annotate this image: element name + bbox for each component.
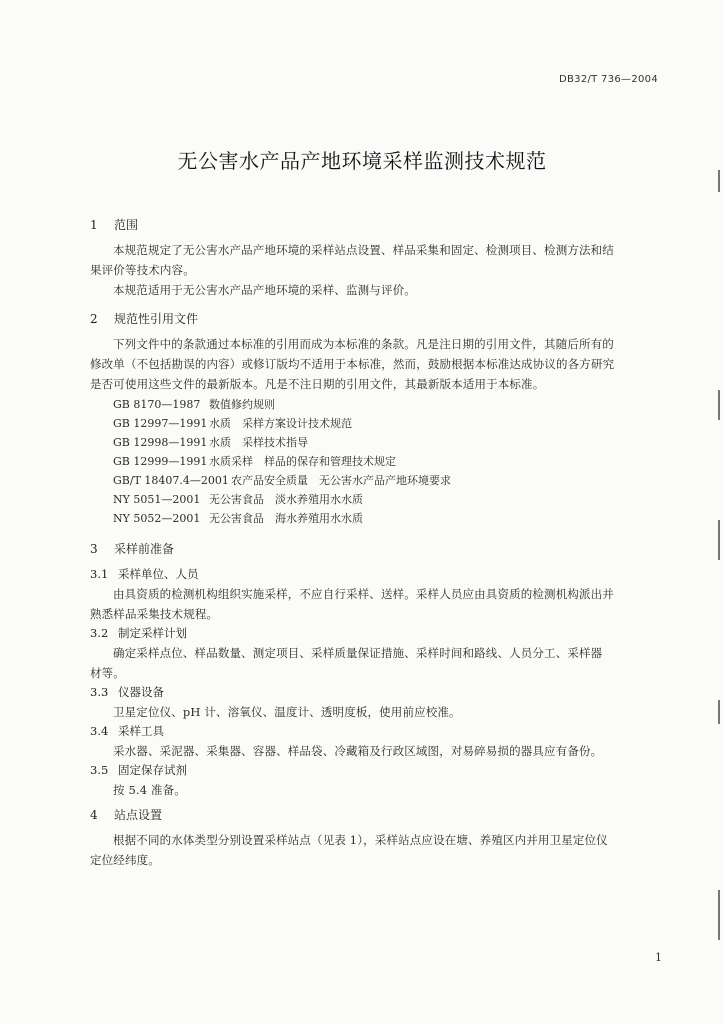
subsection-number: 3.5 (90, 763, 109, 777)
section-title: 范围 (114, 218, 139, 232)
section-title: 规范性引用文件 (114, 312, 199, 326)
section-number: 2 (90, 312, 98, 326)
s3-1-line-2: 熟悉样品采集技术规程。 (90, 607, 219, 621)
s1-paragraph-1-line-2: 果评价等技术内容。 (90, 263, 195, 277)
reference-name: 数值修约规则 (209, 398, 275, 411)
scan-edge-mark (718, 170, 720, 192)
reference-item (113, 510, 363, 526)
standard-number: DB32/T 736—2004 (559, 74, 658, 85)
reference-item (113, 472, 451, 488)
section-number: 3 (90, 542, 98, 556)
subsection-title: 制定采样计划 (118, 626, 187, 640)
section-number: 4 (90, 808, 98, 822)
page-number: 1 (655, 951, 662, 964)
section-1-heading (90, 216, 138, 233)
reference-code: GB 12997—1991 (113, 417, 208, 430)
section-3-heading (90, 540, 174, 557)
subsection-3-4-heading (90, 723, 164, 739)
reference-item (113, 491, 363, 507)
s3-5-line-1: 按 5.4 准备。 (113, 783, 186, 797)
reference-name: 农产品安全质量 无公害水产品产地环境要求 (231, 474, 451, 487)
document-title: 无公害水产品产地环境采样监测技术规范 (177, 149, 547, 173)
section-2-heading (90, 310, 198, 327)
reference-code: NY 5051—2001 (113, 493, 201, 506)
reference-code: GB/T 18407.4—2001 (113, 474, 229, 487)
subsection-3-2-heading (90, 625, 187, 641)
reference-item (113, 415, 352, 431)
subsection-3-3-heading (90, 684, 164, 700)
s3-4-line-1: 采水器、采泥器、采集器、容器、样品袋、冷藏箱及行政区域图，对易碎易损的器具应有备份。 (113, 744, 603, 758)
reference-code: GB 12998—1991 (113, 436, 208, 449)
subsection-title: 固定保存试剂 (118, 763, 187, 777)
reference-name: 无公害食品 海水养殖用水水质 (209, 512, 363, 525)
s2-paragraph-line-2: 修改单（不包括勘误的内容）或修订版均不适用于本标准，然而，鼓励根据本标准达成协议的各方研究 (90, 357, 615, 371)
subsection-number: 3.1 (90, 567, 109, 581)
s1-paragraph-2: 本规范适用于无公害水产品产地环境的采样、监测与评价。 (113, 283, 416, 297)
scan-edge-mark (718, 520, 720, 560)
scan-edge-mark (718, 390, 720, 420)
reference-code: NY 5052—2001 (113, 512, 201, 525)
scan-edge-mark (718, 700, 720, 724)
subsection-number: 3.4 (90, 724, 109, 738)
reference-name: 无公害食品 淡水养殖用水水质 (209, 493, 363, 506)
subsection-number: 3.3 (90, 685, 109, 699)
s3-2-line-2: 材等。 (90, 666, 125, 680)
s2-paragraph-line-1: 下列文件中的条款通过本标准的引用而成为本标准的条款。凡是注日期的引用文件，其随后所有的 (113, 337, 614, 351)
s3-1-line-1: 由具资质的检测机构组织实施采样，不应自行采样、送样。采样人员应由具资质的检测机构派出并 (113, 587, 614, 601)
scan-edge-mark (718, 890, 720, 940)
reference-item (113, 396, 275, 412)
s3-3-line-1: 卫星定位仪、pH 计、溶氧仪、温度计、透明度板，使用前应校准。 (113, 705, 461, 719)
section-number: 1 (90, 218, 98, 232)
reference-item (113, 434, 308, 450)
section-title: 站点设置 (114, 808, 163, 822)
subsection-title: 采样单位、人员 (118, 567, 199, 581)
s4-line-2: 定位经纬度。 (90, 853, 160, 867)
s4-line-1: 根据不同的水体类型分别设置采样站点（见表 1），采样站点应设在塘、养殖区内并用卫星定位仪 (113, 833, 608, 847)
reference-name: 水质 采样方案设计技术规范 (209, 417, 352, 430)
s2-paragraph-line-3: 是否可使用这些文件的最新版本。凡是不注日期的引用文件，其最新版本适用于本标准。 (90, 377, 545, 391)
s3-2-line-1: 确定采样点位、样品数量、测定项目、采样质量保证措施、采样时间和路线、人员分工、采样器 (113, 646, 603, 660)
subsection-3-1-heading (90, 566, 199, 582)
subsection-3-5-heading (90, 762, 187, 778)
subsection-title: 仪器设备 (118, 685, 164, 699)
subsection-number: 3.2 (90, 626, 109, 640)
reference-name: 水质采样 样品的保存和管理技术规定 (209, 455, 396, 468)
reference-code: GB 8170—1987 (113, 398, 201, 411)
section-title: 采样前准备 (114, 542, 175, 556)
subsection-title: 采样工具 (118, 724, 164, 738)
s1-paragraph-1-line-1: 本规范规定了无公害水产品产地环境的采样站点设置、样品采集和固定、检测项目、检测方法和结 (113, 243, 614, 257)
section-4-heading (90, 806, 162, 823)
reference-code: GB 12999—1991 (113, 455, 208, 468)
reference-item (113, 453, 396, 469)
reference-name: 水质 采样技术指导 (209, 436, 308, 449)
